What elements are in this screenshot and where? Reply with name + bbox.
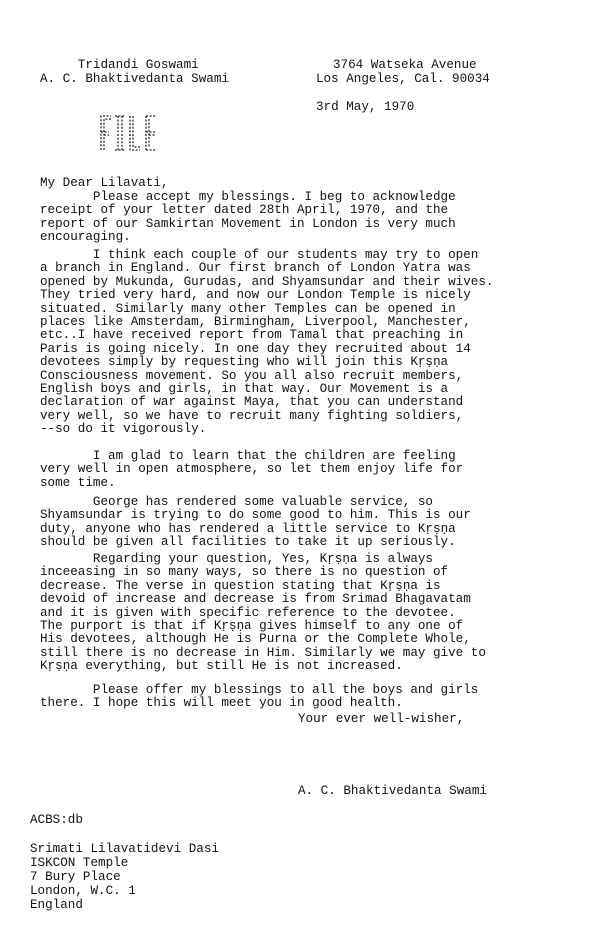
sender-title-line: A. C. Bhaktivedanta Swami (40, 72, 229, 86)
address-street: 3764 Watseka Avenue (333, 58, 477, 72)
paragraph-offer-blessings: Please offer my blessings to all the boys and girls there. I hope this will meet you in good health. (40, 683, 479, 711)
signature-name: A. C. Bhaktivedanta Swami (298, 784, 487, 798)
file-stamp-icon (96, 110, 160, 154)
salutation: My Dear Lilavati, (40, 176, 169, 190)
closing-line: Your ever well-wisher, (298, 712, 465, 726)
recipient-organization: ISKCON Temple (30, 856, 129, 870)
typist-initials: ACBS:db (30, 813, 83, 827)
paragraph-george: George has rendered some valuable service, so Shyamsundar is trying to do some good to him. This is our duty, anyone who has rendered a little service to Kṛṣṇa should be given all facilities to take it up seriously. (40, 495, 471, 550)
address-city: Los Angeles, Cal. 90034 (316, 72, 490, 86)
recipient-city: London, W.C. 1 (30, 884, 136, 898)
recipient-country: England (30, 898, 83, 912)
recipient-street: 7 Bury Place (30, 870, 121, 884)
paragraph-blessings: Please accept my blessings. I beg to acknowledge receipt of your letter dated 28th April, 1970, and the report of our Samkirtan Movement in London is very much encouraging. (40, 190, 456, 245)
paragraph-question: Regarding your question, Yes, Kṛṣṇa is always inceeasing in so many ways, so there is no question of decrease. The verse in question stating that Kṛṣṇa is devoid of increase and decrease is from Srimad Bhagavatam and it is given with specific reference to the devotee. The purport is that if Kṛṣṇa gives himself to any one of His devotees, although He is Purna or the Complete Whole, still there is no decrease in Him. Similarly we may give to Kṛṣṇa everything, but still He is not increased. (40, 552, 486, 674)
paragraph-branches: I think each couple of our students may try to open a branch in England. Our first branch of London Yatra was opened by Mukunda, Gurudas, and Shyamsundar and their wives. They tried very hard, and now our London Temple is nicely situated. Similarly many other Temples can be opened in places like Amsterdam, Birmingham, Liverpool, Manchester, etc..I have received report from Tamal that preaching in Paris is going nicely. In one day they recruited about 14 devotees simply by requesting who will join this Kṛṣṇa Consciousness movement. So you all also recruit members, English boys and girls, in that way. Our Movement is a declaration of war against Maya, that you can understand very well, so we have to recruit many fighting soldiers, --so do it vigorously. (40, 248, 494, 437)
letter-date: 3rd May, 1970 (316, 100, 415, 114)
sender-name-line: Tridandi Goswami (40, 58, 199, 72)
recipient-name: Srimati Lilavatidevi Dasi (30, 842, 219, 856)
paragraph-children: I am glad to learn that the children are feeling very well in open atmosphere, so let them enjoy life for some time. (40, 449, 464, 490)
